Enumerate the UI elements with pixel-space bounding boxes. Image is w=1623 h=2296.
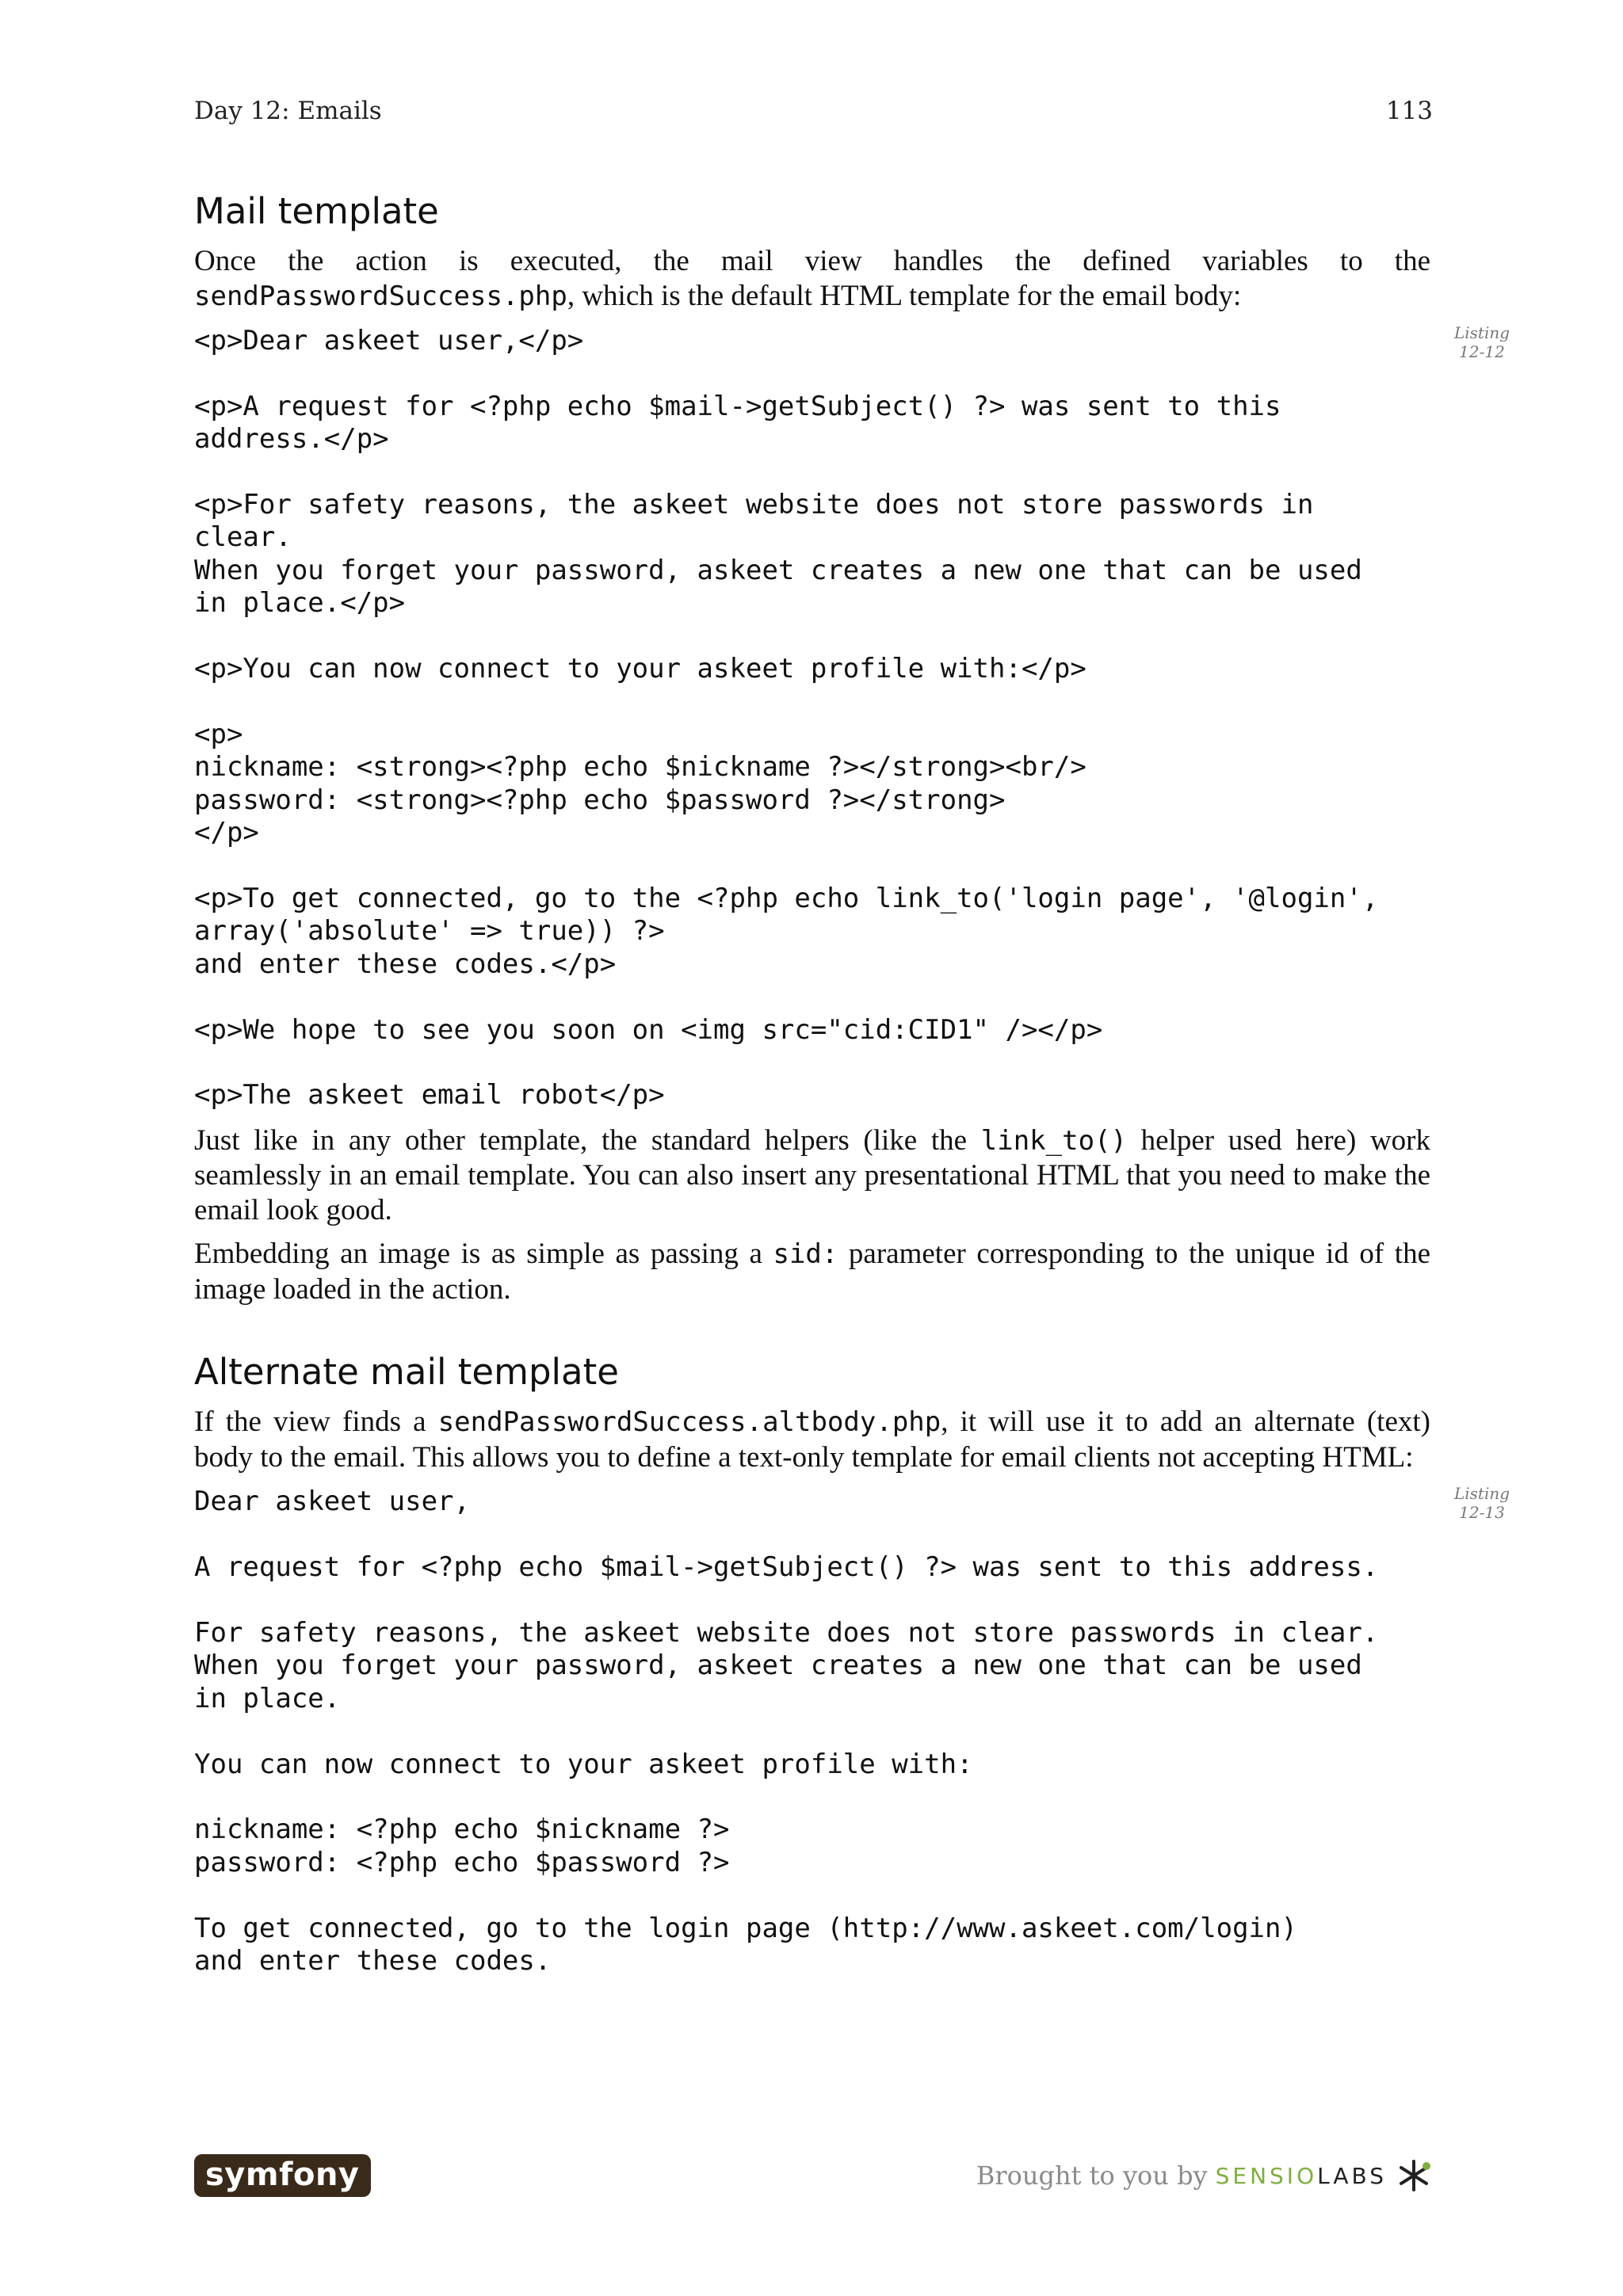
inline-code-altbody-filename: sendPasswordSuccess.altbody.php [437,1406,941,1439]
page-number: 113 [1385,97,1433,125]
para3-text-end: parameter corresponding to the unique id of the image loaded in the action. [194,1238,1430,1306]
credit-text: Brought to you by [976,2161,1208,2191]
section1-intro-text: Once the action is executed, the mail view handles the defined variables to the [194,245,1430,277]
footer [194,2153,1433,2198]
para3-text: Embedding an image is as simple as passing a [194,1238,773,1271]
section1-paragraph-helpers [194,1123,1430,1228]
sensiolabs-logo [1216,2163,1387,2189]
listing-label: Listing 12-12 [1453,323,1510,361]
listing-12-13 [194,1484,1510,1978]
symfony-logo: symfony [194,2154,371,2197]
running-head [194,97,1433,125]
section2-intro-text-end: , it will use it to add an alternate (text) body to the email. This allows you to define a text-only template for email clients not accepting HTML: [194,1405,1430,1474]
section2-intro-text: If the view finds a [194,1405,438,1439]
section1-paragraph-image [194,1237,1430,1306]
brand-part-1: SENSIO [1215,2162,1318,2189]
sensiolabs-star-icon [1395,2157,1433,2195]
inline-code-link-to: link_to() [980,1124,1127,1157]
section2-intro [194,1405,1430,1474]
credit [976,2157,1433,2195]
code-block-text-template: Dear askeet user, A request for <?php echo $mail->getSubject() ?> was sent to this address. For safety reasons, the askeet website does not store passwords in clear. When you forget your password, askeet creates a new one that can be used in place. You can now connect to your askeet profile with: nickname: <?php echo $nickname ?> password: <?php echo $password ?> To get connected, go to the login page (http://www.askeet.com/login) and enter these codes. [194,1486,1379,1977]
para2-text-end: helper used here) work seamlessly in an email template. You can also insert any presentational HTML that you need to make the email look good. [194,1123,1431,1226]
chapter-title: Day 12: Emails [194,97,382,125]
section-heading-alternate-mail-template: Alternate mail template [194,1351,619,1394]
section-heading-mail-template: Mail template [194,190,439,232]
code-block-html-template: <p>Dear askeet user,</p> <p>A request for <?php echo $mail->getSubject() ?> was sent to this address.</p> <p>For safety reasons, the askeet website does not store passwords in clear. When you forget your password, askeet creates a new one that can be used in place.</p> <p>You can now connect to your askeet profile with:</p> <p> nickname: <strong><?php echo $nickname ?></strong><br/> password: <strong><?php echo $password ?></strong> </p> <p>To get connected, go to the <?php echo link_to('login page', '@login', array('absolute' => true)) ?> and enter these codes.</p> <p>We hope to see you soon on <img src="cid:CID1" /></p> <p>The askeet email robot</p> [194,325,1379,1112]
brand-part-2: LABS [1317,2162,1387,2189]
inline-code-filename: sendPasswordSuccess.php [194,280,567,312]
inline-code-sid: sid: [773,1238,838,1271]
section1-intro [194,244,1430,314]
listing-12-12 [194,323,1510,1112]
section1-intro-text-end: , which is the default HTML template for the email body: [567,279,1242,312]
content [194,190,1510,1989]
para2-text: Just like in any other template, the standard helpers (like the [194,1123,981,1157]
listing-label: Listing 12-13 [1453,1484,1510,1523]
